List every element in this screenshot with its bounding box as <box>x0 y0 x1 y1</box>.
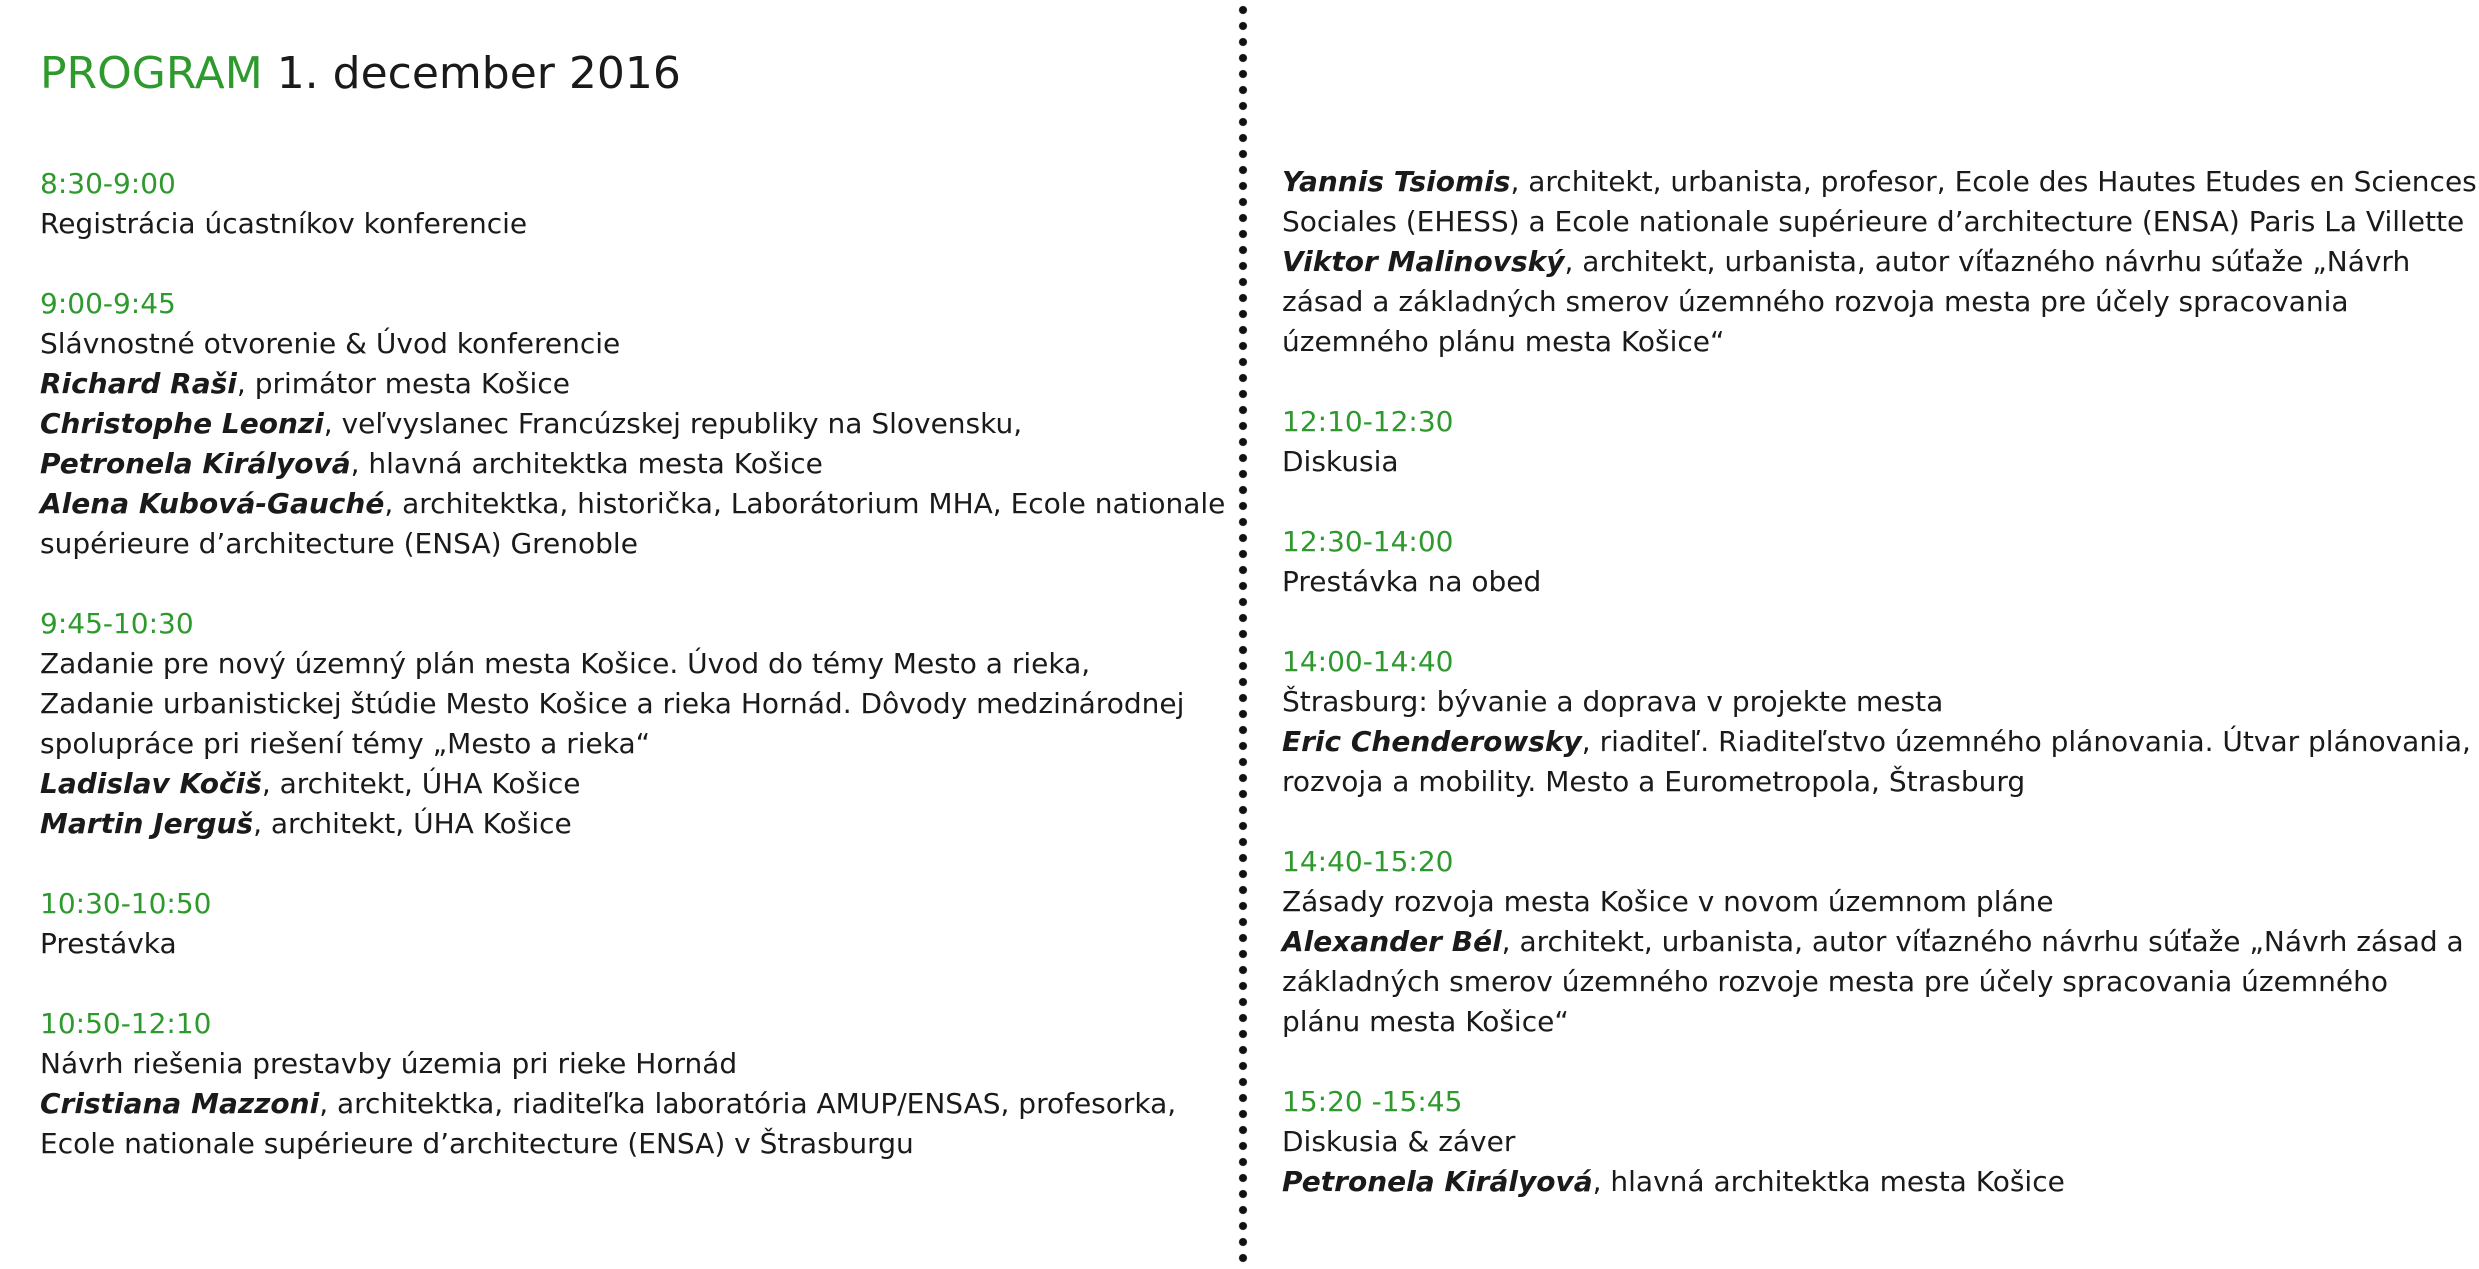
program-line <box>1282 722 2471 762</box>
line-text: rozvoja a mobility. Mesto a Eurometropola, Štrasburg <box>1282 765 2026 798</box>
program-line <box>1282 322 2432 362</box>
speaker-name: Viktor Malinovský <box>1282 245 1565 278</box>
line-text: Slávnostné otvorenie & Úvod konferencie <box>40 327 621 360</box>
program-block <box>1282 162 2477 362</box>
line-text: Sociales (EHESS) a Ecole nationale supérieure d’architecture (ENSA) Paris La Villette <box>1282 205 2465 238</box>
program-block <box>1282 522 2432 602</box>
time-slot: 8:30-9:00 <box>40 167 176 200</box>
line-text: spolupráce pri riešení témy „Mesto a rieka“ <box>40 727 651 760</box>
time-slot: 10:50-12:10 <box>40 1007 212 1040</box>
line-text: Zadanie urbanistickej štúdie Mesto Košice a rieka Hornád. Dôvody medzinárodnej <box>40 687 1185 720</box>
program-line <box>40 644 1220 684</box>
time-slot: 12:30-14:00 <box>1282 525 1454 558</box>
program-line <box>40 324 1220 364</box>
program-line <box>1282 1002 2432 1042</box>
program-line <box>1282 242 2432 282</box>
line-text: plánu mesta Košice“ <box>1282 1005 1569 1038</box>
speaker-name: Richard Raši <box>40 367 237 400</box>
program-line <box>40 1044 1220 1084</box>
speaker-name: Petronela Királyová <box>40 447 351 480</box>
program-line <box>40 1084 1220 1124</box>
program-label: PROGRAM <box>40 48 263 99</box>
program-block <box>1282 842 2464 1042</box>
program-line <box>40 524 1220 564</box>
program-line <box>1282 762 2432 802</box>
program-line <box>1282 562 2432 602</box>
line-text: Diskusia & záver <box>1282 1125 1516 1158</box>
line-text: základných smerov územného rozvoje mesta pre účely spracovania územného <box>1282 965 2388 998</box>
line-text: Zadanie pre nový územný plán mesta Košice. Úvod do témy Mesto a rieka, <box>40 647 1091 680</box>
line-text: , architekt, ÚHA Košice <box>253 807 572 840</box>
speaker-name: Alena Kubová-Gauché <box>40 487 385 520</box>
left-column <box>40 164 1226 1204</box>
program-block <box>40 604 1220 844</box>
line-text: , architekt, urbanista, profesor, Ecole des Hautes Etudes en Sciences <box>1510 165 2477 198</box>
speaker-name: Alexander Bél <box>1282 925 1502 958</box>
time-slot: 14:00-14:40 <box>1282 645 1454 678</box>
line-text: , veľvyslanec Francúzskej republiky na Slovensku, <box>323 407 1023 440</box>
program-line <box>40 1124 1220 1164</box>
time-slot: 9:45-10:30 <box>40 607 194 640</box>
line-text: Prestávka na obed <box>1282 565 1542 598</box>
line-text: , primátor mesta Košice <box>236 367 570 400</box>
line-text: Zásady rozvoja mesta Košice v novom územnom pláne <box>1282 885 2054 918</box>
line-text: , architekt, ÚHA Košice <box>261 767 581 800</box>
time-slot: 9:00-9:45 <box>40 287 176 320</box>
right-column <box>1282 162 2477 1242</box>
program-line <box>40 764 1220 804</box>
program-block <box>1282 402 2432 482</box>
speaker-name: Yannis Tsiomis <box>1282 165 1511 198</box>
line-text: zásad a základných smerov územného rozvoja mesta pre účely spracovania <box>1282 285 2349 318</box>
program-line <box>40 924 1220 964</box>
program-line <box>40 804 1220 844</box>
program-line <box>1282 682 2432 722</box>
speaker-name: Cristiana Mazzoni <box>40 1087 320 1120</box>
line-text: supérieure d’architecture (ENSA) Grenoble <box>40 527 638 560</box>
program-line <box>1282 882 2432 922</box>
line-text: , riaditeľ. Riaditeľstvo územného plánovania. Útvar plánovania, <box>1581 725 2471 758</box>
line-text: , architekt, urbanista, autor víťazného návrhu súťaže „Návrh <box>1564 245 2411 278</box>
line-text: Štrasburg: bývanie a doprava v projekte mesta <box>1282 685 1944 718</box>
line-text: , architektka, riaditeľka laboratória AMUP/ENSAS, profesorka, <box>319 1087 1177 1120</box>
program-line <box>1282 962 2432 1002</box>
program-line <box>1282 1122 2432 1162</box>
line-text: Diskusia <box>1282 445 1399 478</box>
program-line <box>40 204 1220 244</box>
program-line <box>1282 282 2432 322</box>
line-text: Registrácia úcastníkov konferencie <box>40 207 528 240</box>
line-text: územného plánu mesta Košice“ <box>1282 325 1725 358</box>
program-block <box>40 884 1220 964</box>
speaker-name: Petronela Királyová <box>1282 1165 1593 1198</box>
speaker-name: Martin Jerguš <box>40 807 254 840</box>
program-block <box>40 164 1220 244</box>
program-line <box>1282 922 2464 962</box>
program-line <box>40 724 1220 764</box>
program-block <box>1282 1082 2432 1202</box>
speaker-name: Eric Chenderowsky <box>1282 725 1582 758</box>
time-slot: 14:40-15:20 <box>1282 845 1454 878</box>
line-text: , hlavná architektka mesta Košice <box>350 447 823 480</box>
speaker-name: Ladislav Kočiš <box>40 767 262 800</box>
program-block <box>1282 642 2471 802</box>
line-text: , hlavná architektka mesta Košice <box>1592 1165 2065 1198</box>
page-title <box>40 48 681 101</box>
program-line <box>1282 1162 2432 1202</box>
line-text: Prestávka <box>40 927 177 960</box>
program-line <box>1282 202 2465 242</box>
time-slot: 10:30-10:50 <box>40 887 212 920</box>
time-slot: 12:10-12:30 <box>1282 405 1454 438</box>
program-line <box>40 364 1220 404</box>
time-slot: 15:20 -15:45 <box>1282 1085 1463 1118</box>
program-line <box>1282 442 2432 482</box>
program-line <box>40 684 1220 724</box>
dotted-divider <box>1238 0 1248 1269</box>
program-block <box>40 284 1226 564</box>
program-block <box>40 1004 1220 1164</box>
line-text: Ecole nationale supérieure d’architecture (ENSA) v Štrasburgu <box>40 1127 914 1160</box>
line-text: , architekt, urbanista, autor víťazného návrhu súťaže „Návrh zásad a <box>1501 925 2464 958</box>
line-text: , architektka, historička, Laborátorium MHA, Ecole nationale <box>384 487 1226 520</box>
program-date: 1. december 2016 <box>276 48 681 99</box>
program-line <box>40 404 1220 444</box>
program-line <box>40 484 1226 524</box>
program-line <box>40 444 1220 484</box>
speaker-name: Christophe Leonzi <box>40 407 324 440</box>
line-text: Návrh riešenia prestavby územia pri rieke Hornád <box>40 1047 738 1080</box>
program-line <box>1282 162 2477 202</box>
